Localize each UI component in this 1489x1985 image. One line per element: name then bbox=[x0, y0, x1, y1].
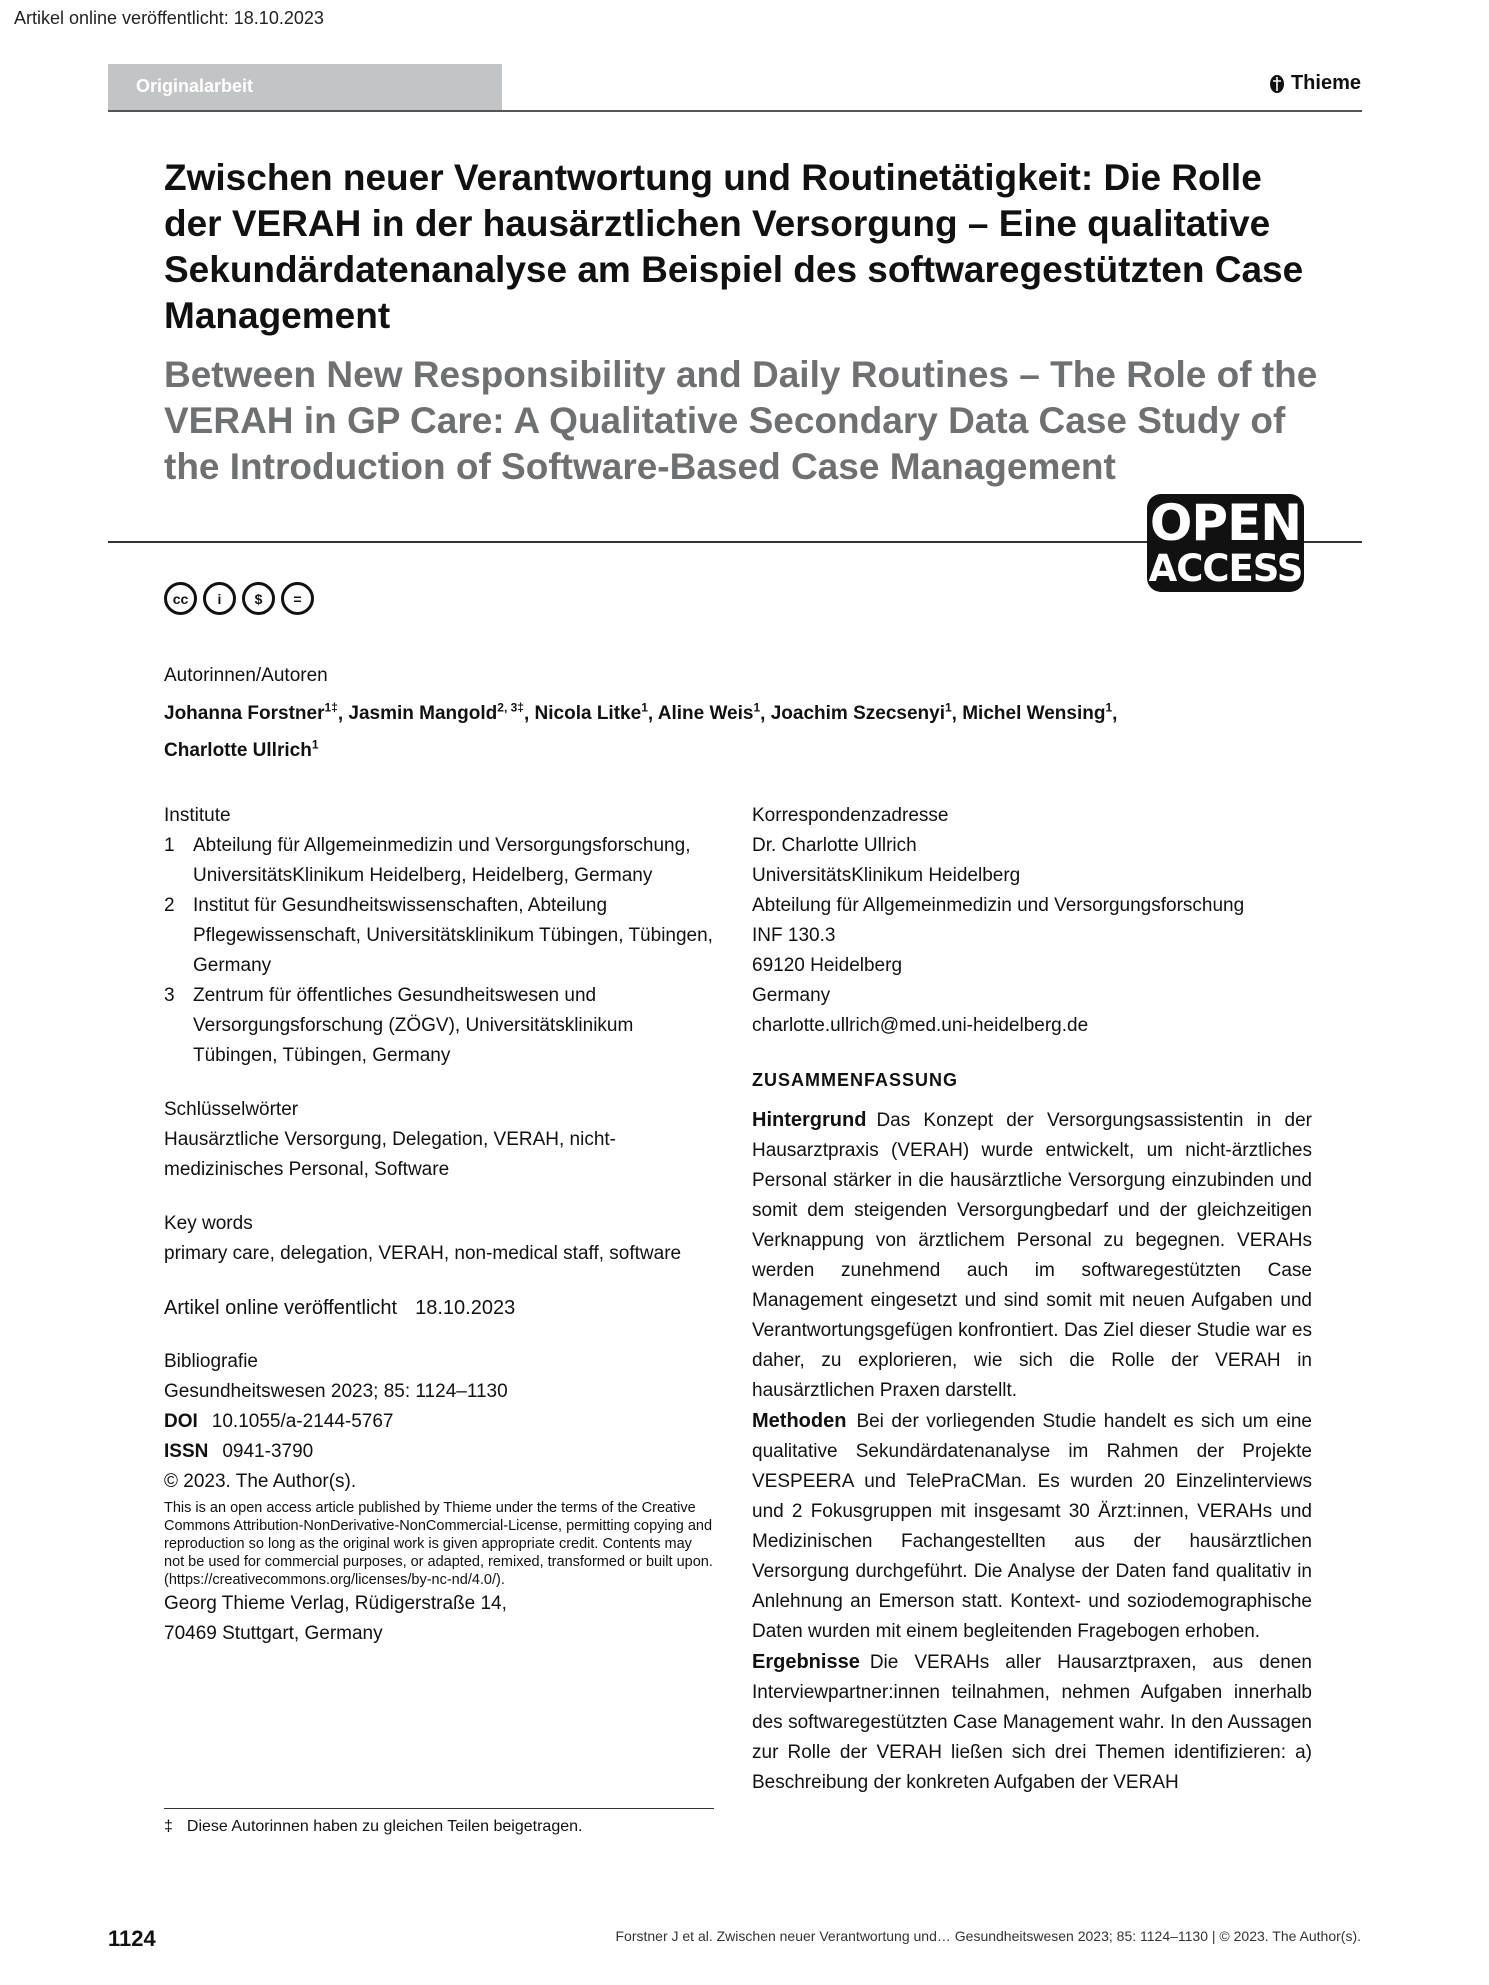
left-column bbox=[164, 801, 714, 1649]
correspondence-line: Dr. Charlotte Ullrich bbox=[752, 835, 917, 856]
abstract-results: Ergebnisse Die VERAHs aller Hausarztpraxen, aus denen Interviewpartner:innen teilnahmen, nehmen Aufgaben innerhalb des softwaregestützten Case Management wahr. In den Aussagen zur Rolle der VERAH ließen sich drei Themen identifizieren: a) Beschreibung der konkreten Aufgaben der VERAH bbox=[752, 1651, 1312, 1793]
page-number: 1124 bbox=[108, 1926, 156, 1951]
title-english: Between New Responsibility and Daily Routines – The Role of the VERAH in GP Care: A Qualitative Secondary Data Case Study of the Introduction of Software-Based Case Management bbox=[164, 354, 1318, 487]
publisher-address: Georg Thieme Verlag, Rüdigerstraße 14, bbox=[164, 1593, 507, 1614]
correspondence-line: UniversitätsKlinikum Heidelberg bbox=[752, 865, 1021, 886]
by-icon: i bbox=[203, 582, 236, 615]
license-icons bbox=[164, 582, 314, 615]
abstract-methods: Methoden Bei der vorliegenden Studie handelt es sich um eine qualitative Sekundärdatenanalyse im Rahmen der Projekte VESPEERA und TelePraCMan. Es wurden 20 Einzelinterviews und 2 Fokusgruppen mit insgesamt 30 Ärzt:innen, VERAHs und Medizinischen Fachangestellten aus der hausärztlichen Versorgung durchgeführt. Die Analyse der Daten fand qualitativ in Anlehnung an Emerson statt. Kontext- und soziodemographische Daten wurden mit einem begleitenden Fragebogen erhoben. bbox=[752, 1410, 1312, 1642]
keywords-en-heading: Key words bbox=[164, 1213, 253, 1234]
published-label: Artikel online veröffentlicht bbox=[164, 1297, 398, 1319]
right-column bbox=[752, 801, 1312, 1798]
authors-label: Autorinnen/Autoren bbox=[164, 665, 328, 686]
author: Johanna Forstner$^{1\ddagger}$ bbox=[164, 701, 338, 725]
license-text: This is an open access article published by Thieme under the terms of the Creative Commons Attribution-NonDerivative-NonCommercial-License, permitting copying and reproduction so long as the original work is given appropriate credit. Contents may not be used for commercial purposes, or adapted, remixed, transformed or built upon. (https://creativecommons.org/licenses/by-nc-nd/4.0/). bbox=[164, 1500, 713, 1588]
institute-item: 3 Zentrum für öffentliches Gesundheitswesen und Versorgungsforschung (ZÖGV), Universitätsklinikum Tübingen, Tübingen, Germany bbox=[164, 985, 634, 1066]
institutes-heading: Institute bbox=[164, 805, 231, 826]
author: Joachim Szecsenyi$^1$ bbox=[770, 701, 952, 725]
bibliography-heading: Bibliografie bbox=[164, 1351, 258, 1372]
open-access-line1: OPEN bbox=[1149, 494, 1302, 552]
doi-link[interactable]: 10.1055/a-2144-5767 bbox=[211, 1411, 394, 1432]
keywords-de: Hausärztliche Versorgung, Delegation, VERAH, nicht-medizinisches Personal, Software bbox=[164, 1129, 617, 1180]
abstract-background: Hintergrund Das Konzept der Versorgungsassistentin in der Hausarztpraxis (VERAH) wurde entwickelt, um nicht-ärztliches Personal stärker in die hausärztliche Versorgung einzubinden und somit dem steigenden Versorgungbedarf und der gleichzeitigen Verknappung von ärztlichem Personal zu begegnen. VERAHs werden zunehmend auch im softwaregestützten Case Management eingesetzt und sind somit mit neuen Aufgaben und Verantwortungsgefügen konfrontiert. Das Ziel dieser Studie war es daher, zu explorieren, wie sich die Rolle der VERAH in hausärztlichen Praxen darstellt. bbox=[752, 1109, 1312, 1401]
correspondence-line: 69120 Heidelberg bbox=[752, 955, 903, 976]
author: Nicola Litke$^1$ bbox=[534, 701, 648, 725]
journal-citation: Gesundheitswesen 2023; 85: 1124–1130 bbox=[164, 1381, 508, 1402]
correspondence-heading: Korrespondenzadresse bbox=[752, 805, 949, 826]
author: Jasmin Mangold$^{2, 3\ddagger}$ bbox=[348, 701, 524, 725]
published-line bbox=[164, 1293, 714, 1323]
author-list: Johanna Forstner$^{1\ddagger}$, Jasmin Mangold$^{2, 3\ddagger}$, Nicola Litke$^1$, Aline Weis$^1$, Joachim Szecsenyi$^1$, Michel Wensing$^1$, Charlotte Ullrich$^1$ bbox=[164, 701, 1118, 761]
correspondence-line: Germany bbox=[752, 985, 831, 1006]
footnote-rule bbox=[164, 1808, 714, 1809]
footnote bbox=[164, 1818, 582, 1836]
doi-line: DOI 10.1055/a-2144-5767 bbox=[164, 1411, 394, 1432]
title-german: Zwischen neuer Verantwortung und Routinetätigkeit: Die Rolle der VERAH in der hausärztlichen Versorgung – Eine qualitative Sekundärdatenanalyse am Beispiel des softwaregestützten Case Management bbox=[164, 157, 1304, 336]
footnote-symbol: ‡ bbox=[164, 1818, 173, 1835]
thieme-icon bbox=[1269, 74, 1285, 94]
publisher-logo bbox=[1269, 72, 1361, 95]
institute-item: 1 Abteilung für Allgemeinmedizin und Versorgungsforschung, UniversitätsKlinikum Heidelberg, Heidelberg, Germany bbox=[164, 835, 691, 886]
copyright: © 2023. The Author(s). bbox=[164, 1471, 357, 1492]
cc-icon: cc bbox=[164, 582, 197, 615]
institute-item: 2 Institut für Gesundheitswissenschaften, Abteilung Pflegewissenschaft, Universitätsklinikum Tübingen, Tübingen, Germany bbox=[164, 895, 713, 976]
published-date: 18.10.2023 bbox=[415, 1297, 516, 1319]
online-date-note: Artikel online veröffentlicht: 18.10.2023 bbox=[14, 8, 324, 28]
section-label: Originalarbeit bbox=[108, 64, 502, 110]
open-access-line2: ACCESS bbox=[1148, 547, 1303, 590]
footnote-text: Diese Autorinnen haben zu gleichen Teilen beigetragen. bbox=[186, 1818, 583, 1835]
keywords-de-heading: Schlüsselwörter bbox=[164, 1099, 299, 1120]
publisher-address: 70469 Stuttgart, Germany bbox=[164, 1623, 383, 1644]
running-footer: Forstner J et al. Zwischen neuer Verantwortung und… Gesundheitswesen 2023; 85: 1124–1130 | © 2023. The Author(s). bbox=[615, 1928, 1361, 1944]
author: Aline Weis$^1$ bbox=[657, 701, 761, 725]
keywords-en: primary care, delegation, VERAH, non-medical staff, software bbox=[164, 1243, 682, 1264]
correspondence-email[interactable]: charlotte.ullrich@med.uni-heidelberg.de bbox=[752, 1015, 1089, 1036]
correspondence-line: INF 130.3 bbox=[752, 925, 836, 946]
author: Michel Wensing$^1$ bbox=[962, 701, 1113, 725]
nc-icon: $ bbox=[242, 582, 275, 615]
publisher-name: Thieme bbox=[1290, 72, 1361, 94]
open-access-badge bbox=[1147, 494, 1304, 592]
abstract-heading: ZUSAMMENFASSUNG bbox=[752, 1070, 959, 1090]
correspondence-line: Abteilung für Allgemeinmedizin und Versorgungsforschung bbox=[752, 895, 1245, 916]
issn-line: ISSN 0941-3790 bbox=[164, 1441, 314, 1462]
header-rule bbox=[108, 110, 1362, 112]
author: Charlotte Ullrich$^1$ bbox=[164, 737, 319, 761]
nd-icon: = bbox=[281, 582, 314, 615]
